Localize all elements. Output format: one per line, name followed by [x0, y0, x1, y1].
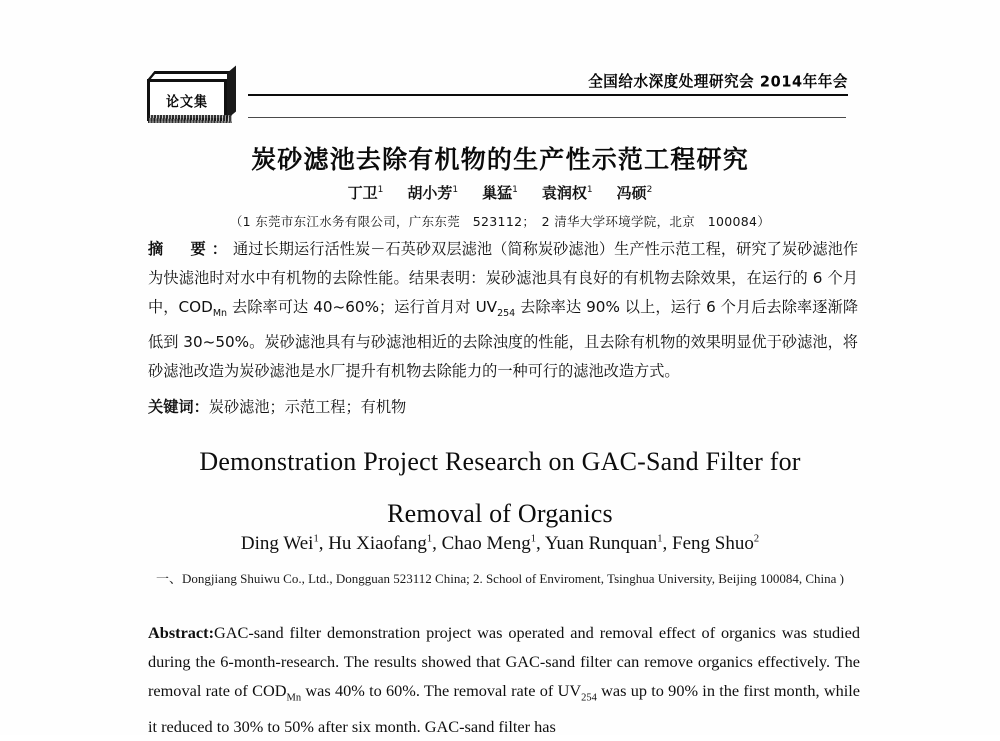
chinese-abstract — [148, 235, 858, 386]
uv-subscript: 254 — [581, 692, 597, 704]
chinese-author-list — [0, 182, 1000, 203]
author-name: 胡小芳 — [407, 184, 453, 202]
badge-side-face — [227, 65, 236, 119]
author-entry — [617, 184, 653, 202]
running-title: 全国给水深度处理研究会 2014年年会 — [588, 73, 848, 91]
author-affiliation-marker: 1 — [530, 533, 537, 545]
author-entry — [545, 533, 663, 554]
author-name: Chao Meng — [441, 533, 531, 554]
cod-subscript: Mn — [286, 692, 302, 704]
english-title-line-1: Demonstration Project Research on GAC-Sand Filter for — [199, 447, 801, 476]
author-entry — [542, 184, 593, 202]
header-rule-lower — [248, 117, 846, 118]
author-affiliation-marker: 1 — [657, 533, 663, 545]
author-name: 丁卫 — [347, 184, 378, 202]
english-affiliation: 一、Dongjiang Shuiwu Co., Ltd., Dongguan 523112 China; 2. School of Enviroment, Tsinghua University, Beijing 100084, China ) — [156, 571, 844, 586]
header-rule-upper — [248, 94, 848, 96]
author-affiliation-marker: 1 — [426, 533, 433, 545]
author-affiliation-marker: 2 — [753, 533, 760, 545]
author-name: Hu Xiaofang — [328, 533, 427, 554]
author-entry — [241, 533, 319, 554]
proceedings-badge — [145, 71, 237, 123]
english-abstract — [148, 618, 860, 741]
cod-subscript: Mn — [212, 308, 228, 320]
author-affiliation-marker: 2 — [646, 185, 653, 195]
author-entry — [482, 184, 518, 202]
chinese-abstract-text-1: 通过长期运行活性炭－石英砂双层滤池（简称炭砂滤池）生产性示范工程，研究了炭砂滤池作为快滤池时对水中有机物的去除性能。结果表明：炭砂滤池具有良好的有机物去除效果，在运行的 6 个月中，COD — [148, 240, 859, 316]
author-entry — [442, 533, 536, 554]
chinese-title: 炭砂滤池去除有机物的生产性示范工程研究 — [251, 145, 749, 174]
chinese-abstract-label: 摘 要： — [148, 240, 233, 258]
chinese-keywords-value: 炭砂滤池；示范工程；有机物 — [208, 398, 407, 416]
author-name: Feng Shuo — [672, 533, 754, 554]
author-name: 袁润权 — [541, 184, 587, 202]
badge-shadow — [148, 115, 232, 123]
author-affiliation-marker: 1 — [377, 185, 384, 195]
chinese-abstract-text-2: 去除率可达 40~60%；运行首月对 UV — [227, 298, 498, 316]
author-affiliation-marker: 1 — [452, 185, 459, 195]
uv-subscript: 254 — [497, 308, 516, 320]
author-name: Yuan Runquan — [544, 533, 658, 554]
author-name: 冯硕 — [616, 184, 647, 202]
author-name: Ding Wei — [240, 533, 314, 554]
author-affiliation-marker: 1 — [512, 185, 518, 195]
english-author-list: Ding Wei$^1$, Hu Xiaofang$^1$, Chao Meng$^1$, Yuan Runquan$^1$, Feng Shuo$^2$ — [240, 533, 760, 554]
author-affiliation-marker: 1 — [313, 533, 319, 545]
author-name: 巢猛 — [482, 184, 513, 202]
english-abstract-text-3: was up to 90% in the first month, while it reduced to 30% to 50% after six month. GAC-sand filter has — [148, 681, 861, 737]
page-header — [0, 0, 1000, 125]
author-entry — [348, 184, 384, 202]
chinese-keywords — [148, 396, 858, 417]
chinese-keywords-label: 关键词： — [148, 398, 209, 416]
author-entry — [328, 533, 432, 554]
author-affiliation-marker: 1 — [586, 185, 593, 195]
author-entry — [672, 533, 759, 554]
english-title — [0, 436, 1000, 540]
badge-label: 论文集 — [165, 94, 208, 111]
chinese-abstract-text-3: 去除率达 90% 以上，运行 6 个月后去除率逐渐降低到 30~50%。炭砂滤池具有与砂滤池相近的去除浊度的性能，且去除有机物的效果明显优于砂滤池，将砂滤池改造为炭砂滤池是水厂提升有机物去除能力的一种可行的滤池改造方式。 — [148, 298, 859, 381]
english-abstract-text-2: was 40% to 60%. The removal rate of UV — [301, 681, 582, 700]
english-abstract-label: Abstract: — [148, 623, 215, 642]
english-abstract-text-1: GAC-sand filter demonstration project was operated and removal effect of organics was studied during the 6-month-research. The results showed that GAC-sand filter can remove organics effectively. The removal rate of COD — [148, 623, 860, 700]
chinese-affiliation: （1 东莞市东江水务有限公司，广东东莞 523112； 2 清华大学环境学院，北京 100084） — [229, 214, 771, 229]
english-title-line-2: Removal of Organics — [387, 499, 613, 528]
author-entry — [407, 184, 458, 202]
